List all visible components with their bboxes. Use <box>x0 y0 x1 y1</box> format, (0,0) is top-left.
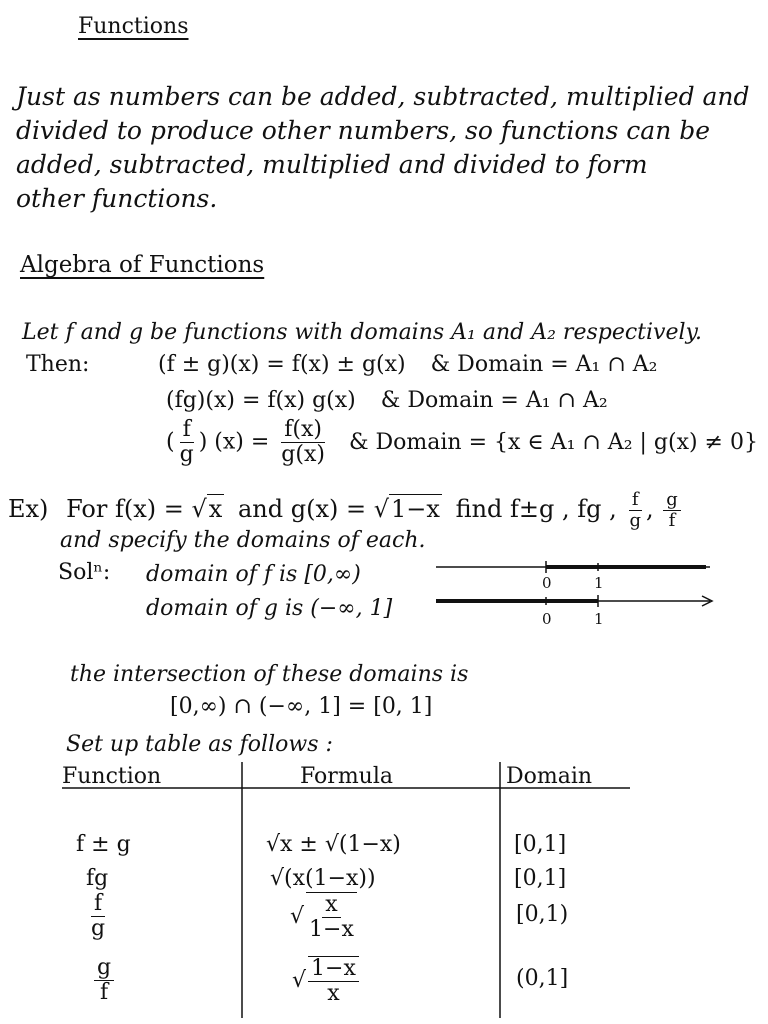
table-row-1-domain: [0,1] <box>514 832 567 857</box>
rule-quotient-fg: $\frac{f}{g}$ <box>179 417 194 468</box>
intro-line-1: Just as numbers can be added, subtracted, multiplied and <box>16 82 750 111</box>
rule-quotient-fraction: $\frac{f(x)}{g(x)}$ <box>281 417 325 468</box>
rule-product <box>166 388 608 413</box>
table-row-1-formula: √x ± √(1−x) <box>266 832 401 857</box>
table-row-4-function: $\frac{g}{f}$ <box>92 956 116 1005</box>
then-label: Then: <box>26 352 90 377</box>
tick-0-f: 0 <box>542 574 552 592</box>
example-label: Ex) <box>8 494 49 523</box>
intro-line-3: added, subtracted, multiplied and divided to form <box>16 150 648 179</box>
table-row-3-function: $\frac{f}{g}$ <box>91 891 106 942</box>
tick-0-g: 0 <box>542 610 552 628</box>
example-g-over-f: $\frac{g}{f}$ <box>663 490 681 531</box>
sqrt-1-minus-x: 1−x <box>391 494 440 523</box>
table-row-2-function: fg <box>86 866 109 891</box>
table-row-2-formula: √(x(1−x)) <box>270 866 376 891</box>
domain-f: domain of f is [0,∞) <box>146 562 361 587</box>
page-title: Functions <box>78 14 189 39</box>
intro-line-4: other functions. <box>16 184 218 213</box>
table-row-3-domain: [0,1) <box>516 902 569 927</box>
table-header-domain: Domain <box>506 764 593 789</box>
rule-product-domain: & Domain = A₁ ∩ A₂ <box>380 388 608 413</box>
rule-quotient-domain: & Domain = {x ∈ A₁ ∩ A₂ | g(x) ≠ 0} <box>348 429 758 455</box>
setup-text: Set up table as follows : <box>66 732 333 757</box>
table-row-2-domain: [0,1] <box>514 866 567 891</box>
table-row-1-function: f ± g <box>76 832 131 857</box>
rule-sum-formula: (f ± g)(x) = f(x) ± g(x) <box>158 352 406 377</box>
rule-quotient-x: (x) = <box>214 429 270 455</box>
sqrt-x: x <box>208 494 223 523</box>
section-title: Algebra of Functions <box>20 252 265 278</box>
table-row-4-formula: √ $\frac{1-x}{x}$ <box>292 956 361 1006</box>
rule-quotient: ( $\frac{f}{g}$ ) (x) = $\frac{f(x)}{g(x)}$ & Domain = {x ∈ A₁ ∩ A₂ | g(x) ≠ 0} <box>166 417 758 468</box>
example-line-2: and specify the domains of each. <box>60 528 426 553</box>
example-line-1: Ex) For f(x) = √x and g(x) = √1−x find f±g , fg , $\frac{f}{g}$ , $\frac{g}{f}$ <box>8 490 683 531</box>
tick-1-g: 1 <box>594 610 604 628</box>
table-row-3-formula: √ $\frac{x}{1-x}$ <box>290 892 359 942</box>
example-f-over-g: $\frac{f}{g}$ <box>629 489 641 531</box>
tick-1-f: 1 <box>594 574 604 592</box>
intro-line-2: divided to produce other numbers, so functions can be <box>16 116 711 145</box>
solution-label: Solⁿ: <box>58 560 111 585</box>
intersection-equation: [0,∞) ∩ (−∞, 1] = [0, 1] <box>170 694 433 719</box>
table-header-function: Function <box>62 764 162 789</box>
number-lines <box>430 555 720 635</box>
table-row-4-domain: (0,1] <box>516 966 569 991</box>
let-line: Let f and g be functions with domains A₁ and A₂ respectively. <box>22 320 703 345</box>
intersection-text: the intersection of these domains is <box>70 662 469 687</box>
rule-sum <box>158 352 658 377</box>
rule-sum-domain: & Domain = A₁ ∩ A₂ <box>430 352 658 377</box>
rule-product-formula: (fg)(x) = f(x) g(x) <box>166 388 356 413</box>
table-header-formula: Formula <box>300 764 394 789</box>
domain-g: domain of g is (−∞, 1] <box>146 596 393 621</box>
